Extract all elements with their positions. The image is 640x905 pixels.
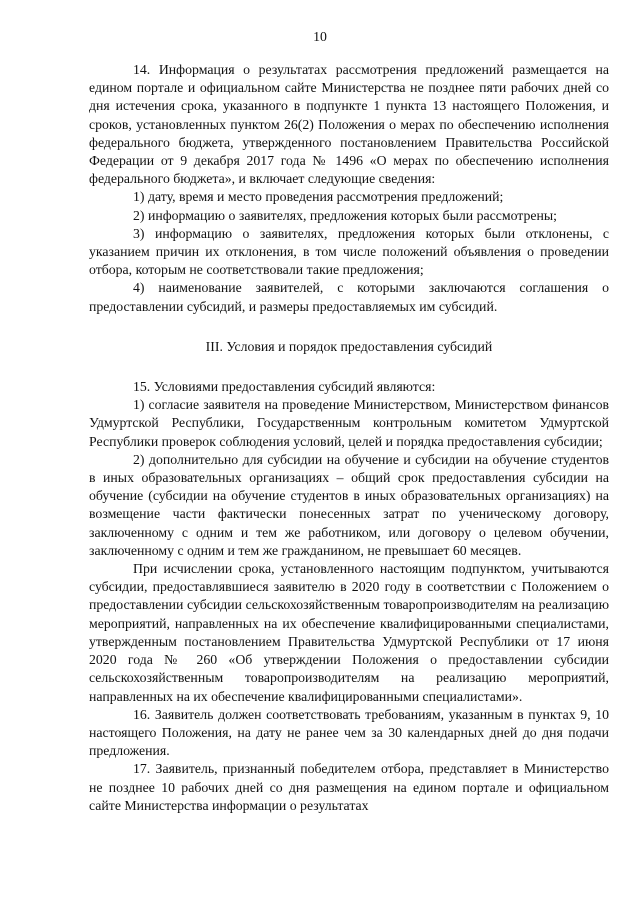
page-number: 10 (313, 29, 327, 44)
paragraph-14-item-3: 3) информацию о заявителях, предложения которых были отклонены, с указанием причин их отклонения, в том числе положений объявления о проведении отбора, которым не соответствовали такие предложения; (89, 225, 609, 278)
paragraph-14-item-1: 1) дату, время и место проведения рассмотрения предложений; (133, 189, 504, 205)
paragraph-15-note: При исчислении срока, установленного настоящим подпунктом, учитываются субсидии, предоставлявшиеся заявителю в 2020 году в соответствии с Положением о предоставлении субсидии сельскохозяйственным товаропроизводителям на реализацию мероприятий, направленных на их обеспечение квалифицированными специалистами, утвержденным постановлением Правительства Удмуртской Республики от 17 июня 2020 года № 260 «Об утверждении Положения о предоставлении субсидии сельскохозяйственным товаропроизводителям на реализацию мероприятий, направленных на их обеспечение квалифицированными специалистами». (89, 561, 609, 704)
paragraph-15-item-1: 1) согласие заявителя на проведение Министерством, Министерством финансов Удмуртской Республики, Государственным контрольным комитетом Удмуртской Республики проверок соблюдения условий, целей и порядка предоставления субсидии; (89, 397, 609, 449)
paragraph-14-item-2: 2) информацию о заявителях, предложения которых были рассмотрены; (133, 207, 557, 223)
paragraph-14: 14. Информация о результатах рассмотрения предложений размещается на едином портале и официальном сайте Министерства не позднее пяти рабочих дней со дня истечения срока, указанного в подпункте 1 пункта 13 настоящего Положения, и сроков, установленных пунктом 26(2) Положения о мерах по обеспечению исполнения федерального бюджета, утвержденного постановлением Правительства Российской Федерации от 9 декабря 2017 года № 1496 «О мерах по обеспечению исполнения федерального бюджета», и включает следующие сведения: (89, 62, 609, 187)
paragraph-15: 15. Условиями предоставления субсидий являются: (133, 379, 436, 395)
document-body (89, 61, 609, 815)
section-heading: III. Условия и порядок предоставления субсидий (205, 338, 493, 354)
paragraph-15-item-2: 2) дополнительно для субсидии на обучение и субсидии на обучение студентов в иных образовательных организациях – общий срок предоставления субсидии на обучение (субсидии на обучение студентов в иных образовательных организациях) на возмещение части фактически понесенных затрат по ученическому договору, заключенному с одним и тем же работником, или договору о целевом обучении, заключенному с одним и тем же гражданином, не превышает 60 месяцев. (89, 451, 609, 558)
paragraph-16: 16. Заявитель должен соответствовать требованиям, указанным в пунктах 9, 10 настоящего Положения, на дату не ранее чем за 30 календарных дней до дня подачи предложения. (89, 706, 609, 759)
paragraph-17: 17. Заявитель, признанный победителем отбора, представляет в Министерство не позднее 10 рабочих дней со дня размещения на едином портале и официальном сайте Министерства информации о результатах (89, 761, 609, 813)
paragraph-14-item-4: 4) наименование заявителей, с которыми заключаются соглашения о предоставлении субсидий, и размеры предоставляемых им субсидий. (89, 280, 609, 314)
